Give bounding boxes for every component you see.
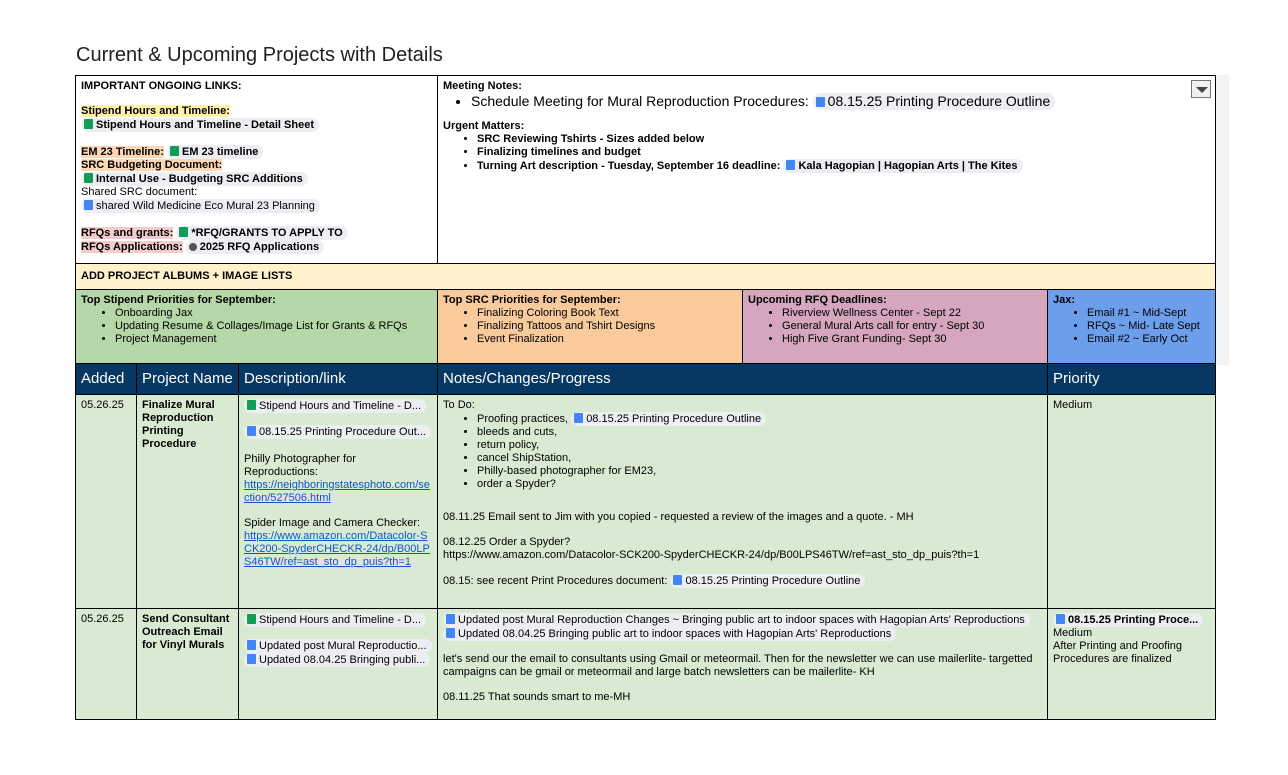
priority-item: • Event Finalization — [477, 333, 737, 346]
priority-item: • Email #2 ~ Early Oct — [1087, 333, 1210, 346]
google-doc-icon — [247, 654, 256, 664]
column-header-notes[interactable]: Notes/Changes/Progress — [438, 364, 1048, 395]
column-header-added[interactable]: Added — [76, 364, 137, 395]
bringing-public-art-chip[interactable]: Updated 08.04.25 Bringing public art to indoor spaces with Hagopian Arts' Reproductions — [443, 627, 896, 641]
rfq-apps-label: RFQs Applications: — [81, 241, 183, 253]
note-entry: let's send our the email to consultants using Gmail or meteormail. Then for the newsletter we can use mailerlite- targetted campaigns can be gmail or meteormail and large batch newsletters can be mailerlite- KH — [443, 653, 1033, 678]
philly-photographer-link[interactable]: https://neighboringstatesphoto.com/section/527506.html — [244, 479, 430, 504]
mural-reproduction-chip[interactable]: Updated post Mural Reproductio... — [244, 639, 432, 653]
google-doc-icon — [446, 628, 455, 638]
priority-cell[interactable]: Medium — [1048, 395, 1216, 609]
philly-label: Philly Photographer for Reproductions: — [244, 453, 356, 478]
stipend-detail-chip[interactable]: Stipend Hours and Timeline - D... — [244, 613, 426, 627]
project-name-cell[interactable]: Send Consultant Outreach Email for Vinyl Murals — [137, 609, 239, 720]
links-cell[interactable] — [76, 76, 438, 264]
stipend-priorities-cell[interactable] — [76, 290, 438, 364]
src-priorities-cell[interactable] — [438, 290, 743, 364]
section-header: ADD PROJECT ALBUMS + IMAGE LISTS — [76, 264, 1216, 290]
urgent-item: • Turning Art description - Tuesday, September 16 deadline: Kala Hagopian | Hagopian Arts | The Kites — [477, 159, 1210, 173]
links-heading: IMPORTANT ONGOING LINKS: — [81, 80, 242, 92]
google-doc-icon — [673, 575, 682, 585]
priority-item: • Email #1 ~ Mid-Sept — [1087, 307, 1210, 320]
google-doc-icon — [247, 426, 256, 436]
project-name-cell[interactable]: Finalize Mural Reproduction Printing Procedure — [137, 395, 239, 609]
priority-item: • General Mural Arts call for entry - Sept 30 — [782, 320, 1042, 333]
notes-cell[interactable] — [438, 395, 1048, 609]
kala-hagopian-chip[interactable]: Kala Hagopian | Hagopian Arts | The Kites — [783, 159, 1022, 173]
scroll-gutter — [1215, 75, 1229, 365]
todo-item: • Proofing practices, 08.15.25 Printing Procedure Outline — [477, 412, 1042, 426]
note-entry: 08.11.25 Email sent to Jim with you copied - requested a review of the images and a quote. - MH — [443, 511, 914, 523]
src-budget-label: SRC Budgeting Document: — [81, 159, 223, 171]
google-doc-icon — [446, 614, 455, 624]
table-row — [76, 609, 1216, 720]
urgent-item: • SRC Reviewing Tshirts - Sizes added below — [477, 133, 1210, 146]
em23-timeline-chip[interactable]: EM 23 timeline — [167, 145, 263, 159]
rfq-deadlines-title: Upcoming RFQ Deadlines: — [748, 294, 887, 306]
priority-item: • Project Management — [115, 333, 432, 346]
priority-item: • Updating Resume & Collages/Image List for Grants & RFQs — [115, 320, 432, 333]
src-budget-chip[interactable]: Internal Use - Budgeting SRC Additions — [81, 172, 308, 186]
stipend-detail-chip[interactable]: Stipend Hours and Timeline - D... — [244, 399, 426, 413]
google-sheet-icon — [247, 400, 256, 410]
meeting-procedure-chip[interactable]: 08.15.25 Printing Procedure Outline — [813, 93, 1056, 110]
priority-item: • RFQs ~ Mid- Late Sept — [1087, 320, 1210, 333]
procedure-outline-chip[interactable]: 08.15.25 Printing Procedure Outline — [670, 574, 865, 588]
procedure-outline-chip[interactable]: 08.15.25 Printing Procedure Outline — [571, 412, 766, 426]
column-header-project-name[interactable]: Project Name — [137, 364, 239, 395]
google-doc-icon — [786, 160, 795, 170]
google-slides-icon — [189, 243, 197, 251]
rfq-apps-chip[interactable]: 2025 RFQ Applications — [186, 240, 324, 254]
priority-item: • Finalizing Tattoos and Tshirt Designs — [477, 320, 737, 333]
dropdown-arrow-icon[interactable] — [1191, 80, 1211, 98]
google-sheet-icon — [179, 227, 188, 237]
google-doc-icon — [574, 413, 583, 423]
rfq-grants-label: RFQs and grants: — [81, 227, 174, 239]
description-cell[interactable] — [239, 609, 438, 720]
column-header-description[interactable]: Description/link — [239, 364, 438, 395]
note-entry: 08.11.25 That sounds smart to me-MH — [443, 691, 631, 703]
note-entry: 08.15: see recent Print Procedures document: 08.15.25 Printing Procedure Outline — [443, 574, 1042, 588]
table-row — [76, 395, 1216, 609]
page-title: Current & Upcoming Projects with Details — [76, 44, 443, 66]
note-entry: 08.12.25 Order a Spyder? — [443, 536, 571, 548]
todo-item: • bleeds and cuts, — [477, 426, 1042, 439]
google-sheet-icon — [84, 119, 93, 129]
stipend-detail-chip[interactable]: Stipend Hours and Timeline - Detail Sheet — [81, 118, 319, 132]
priority-note: After Printing and Proofing Procedures are finalized — [1053, 640, 1183, 665]
src-priorities-title: Top SRC Priorities for September: — [443, 294, 621, 306]
google-doc-icon — [816, 97, 825, 107]
google-sheet-icon — [170, 146, 179, 156]
google-doc-icon — [1056, 614, 1065, 624]
meeting-cell[interactable] — [438, 76, 1216, 264]
procedure-outline-chip[interactable]: 08.15.25 Printing Procedure Out... — [244, 425, 431, 439]
todo-label: To Do: — [443, 399, 475, 411]
stipend-priorities-title: Top Stipend Priorities for September: — [81, 294, 276, 306]
priority-item: • High Five Grant Funding- Sept 30 — [782, 333, 1042, 346]
urgent-heading: Urgent Matters: — [443, 120, 525, 132]
projects-sheet — [75, 75, 1216, 720]
google-doc-icon — [84, 200, 93, 210]
todo-item: • Philly-based photographer for EM23, — [477, 465, 1042, 478]
google-doc-icon — [247, 640, 256, 650]
spider-label: Spider Image and Camera Checker: — [244, 517, 421, 529]
added-cell[interactable]: 05.26.25 — [76, 609, 137, 720]
rfq-grants-chip[interactable]: *RFQ/GRANTS TO APPLY TO — [176, 226, 347, 240]
todo-item: • cancel ShipStation, — [477, 452, 1042, 465]
added-cell[interactable]: 05.26.25 — [76, 395, 137, 609]
description-cell[interactable] — [239, 395, 438, 609]
note-entry: https://www.amazon.com/Datacolor-SCK200-SpyderCHECKR-24/dp/B00LPS46TW/ref=ast_sto_dp_puis?th=1 — [443, 549, 980, 561]
procedure-outline-chip[interactable]: 08.15.25 Printing Proce... — [1053, 613, 1203, 627]
priority-value: Medium — [1053, 627, 1093, 639]
todo-item: • order a Spyder? — [477, 478, 1042, 491]
priority-item: • Finalizing Coloring Book Text — [477, 307, 737, 320]
priority-item: • Riverview Wellness Center - Sept 22 — [782, 307, 1042, 320]
shared-src-chip[interactable]: shared Wild Medicine Eco Mural 23 Planning — [81, 199, 320, 213]
priority-item: • Onboarding Jax — [115, 307, 432, 320]
em23-label: EM 23 Timeline: — [81, 146, 164, 158]
column-header-priority[interactable]: Priority — [1048, 364, 1216, 395]
meeting-item: • Schedule Meeting for Mural Reproduction Procedures: 08.15.25 Printing Procedure Outline — [471, 93, 1210, 110]
notes-cell[interactable] — [438, 609, 1048, 720]
meeting-heading: Meeting Notes: — [443, 80, 522, 92]
shared-src-label: Shared SRC document: — [81, 186, 198, 198]
rfq-deadlines-cell[interactable] — [743, 290, 1048, 364]
todo-item: • return policy, — [477, 439, 1042, 452]
urgent-item: • Finalizing timelines and budget — [477, 146, 1210, 159]
stipend-label: Stipend Hours and Timeline: — [81, 105, 230, 117]
google-sheet-icon — [84, 173, 93, 183]
spyder-checker-link[interactable]: https://www.amazon.com/Datacolor-SCK200-SpyderCHECKR-24/dp/B00LPS46TW/ref=ast_sto_dp_puis?th=1 — [244, 530, 430, 568]
jax-cell[interactable] — [1048, 290, 1216, 364]
mural-reproduction-chip[interactable]: Updated post Mural Reproduction Changes ~ Bringing public art to indoor spaces with Hagopian Arts' Reproductions — [443, 613, 1030, 627]
google-sheet-icon — [247, 614, 256, 624]
jax-title: Jax: — [1053, 294, 1076, 306]
priority-cell[interactable] — [1048, 609, 1216, 720]
bringing-public-art-chip[interactable]: Updated 08.04.25 Bringing publi... — [244, 653, 430, 667]
